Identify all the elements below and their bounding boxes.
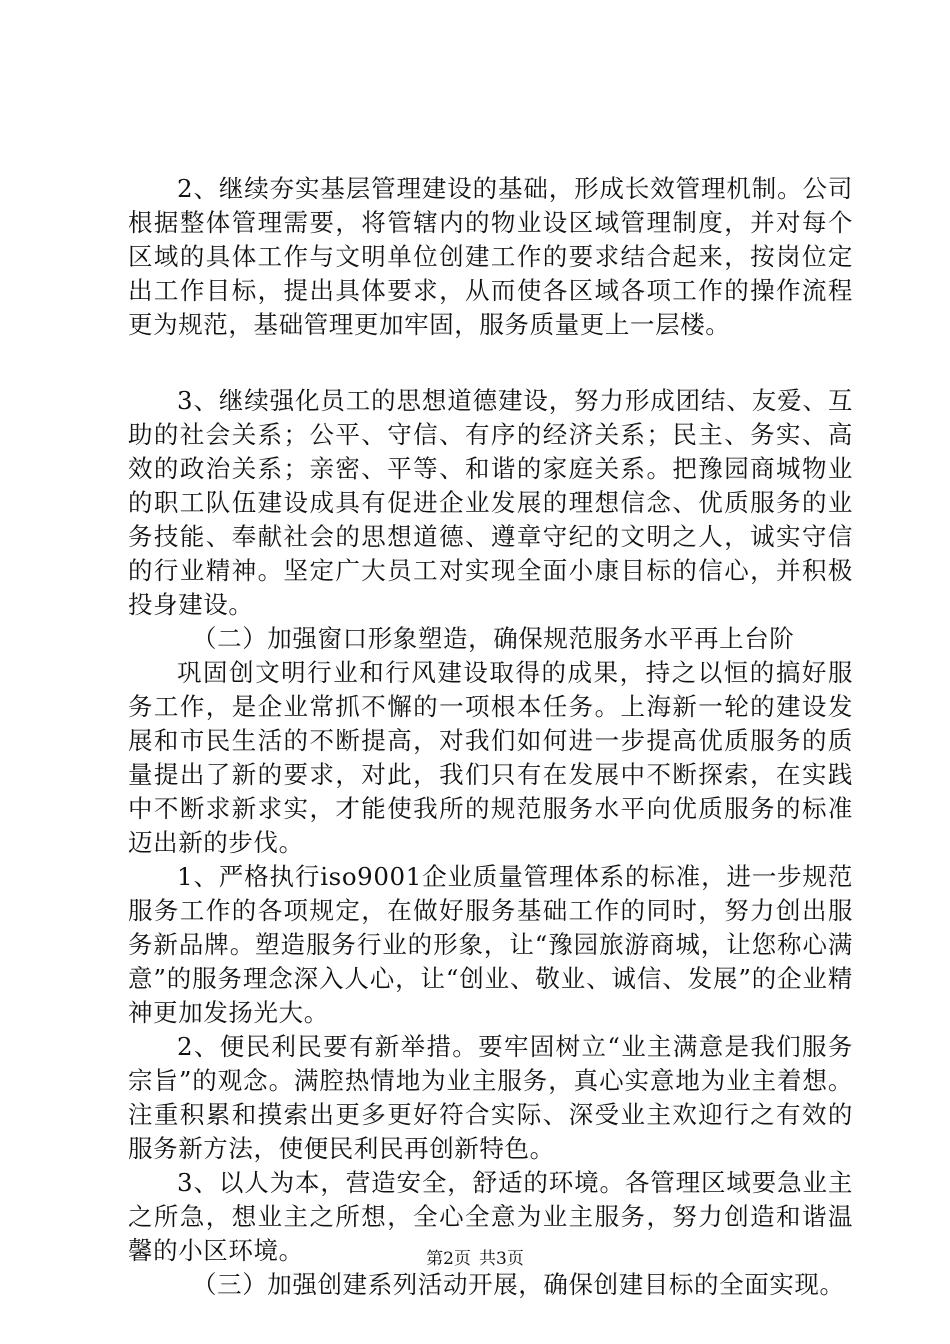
paragraph-convenience-measures: 2、便民利民要有新举措。要牢固树立“业主满意是我们服务宗旨”的观念。满腔热情地为业主服务，真心实意地为业主着想。注重积累和摸索出更多更好符合实际、深受业主欢迎行之有效的服务新方法，使便民利民再创新特色。: [128, 1032, 853, 1163]
paragraph-people-oriented: 3、以人为本，营造安全，舒适的环境。各管理区域要急业主之所急，想业主之所想，全心全意为业主服务，努力创造和谐温馨的小区环境。: [128, 1168, 853, 1265]
paragraph-base-management: 2、继续夯实基层管理建设的基础，形成长效管理机制。公司根据整体管理需要，将管辖内的物业设区域管理制度，并对每个区域的具体工作与文明单位创建工作的要求结合起来，按岗位定出工作目标，提出具体要求，从而使各区域各项工作的操作流程更为规范，基础管理更加牢固，服务质量更上一层楼。: [128, 174, 853, 339]
paragraph-consolidate-achievements: 巩固创文明行业和行风建设取得的成果，持之以恒的搞好服务工作，是企业常抓不懈的一项根本任务。上海新一轮的建设发展和市民生活的不断提高，对我们如何进一步提高优质服务的质量提出了新的要求，对此，我们只有在发展中不断探索，在实践中不断求新求实，才能使我所的规范服务水平向优质服务的标准迈出新的步伐。: [128, 658, 853, 857]
section-heading-window-image: （二）加强窗口形象塑造，确保规范服务水平再上台阶: [192, 624, 795, 653]
page-number: 第2页: [426, 1249, 471, 1269]
document-body: [128, 172, 853, 1302]
page-total: 共3页: [479, 1249, 524, 1269]
paragraph-iso9001: 1、严格执行iso9001企业质量管理体系的标准，进一步规范服务工作的各项规定，在做好服务基础工作的同时，努力创出服务新品牌。塑造服务行业的形象，让“豫园旅游商城，让您称心满意”的服务理念深入人心，让“创业、敬业、诚信、发展”的企业精神更加发扬光大。: [128, 862, 853, 1027]
section-heading-activities: （三）加强创建系列活动开展，确保创建目标的全面实现。: [192, 1270, 845, 1299]
paragraph-ethics-building: 3、继续强化员工的思想道德建设，努力形成团结、友爱、互助的社会关系；公平、守信、有序的经济关系；民主、务实、高效的政治关系；亲密、平等、和谐的家庭关系。把豫园商城物业的职工队伍建设成具有促进企业发展的理想信念、优质服务的业务技能、奉献社会的思想道德、遵章守纪的文明之人，诚实守信的行业精神。坚定广大员工对实现全面小康目标的信心，并积极投身建设。: [128, 386, 853, 619]
page-footer: [0, 1248, 950, 1270]
